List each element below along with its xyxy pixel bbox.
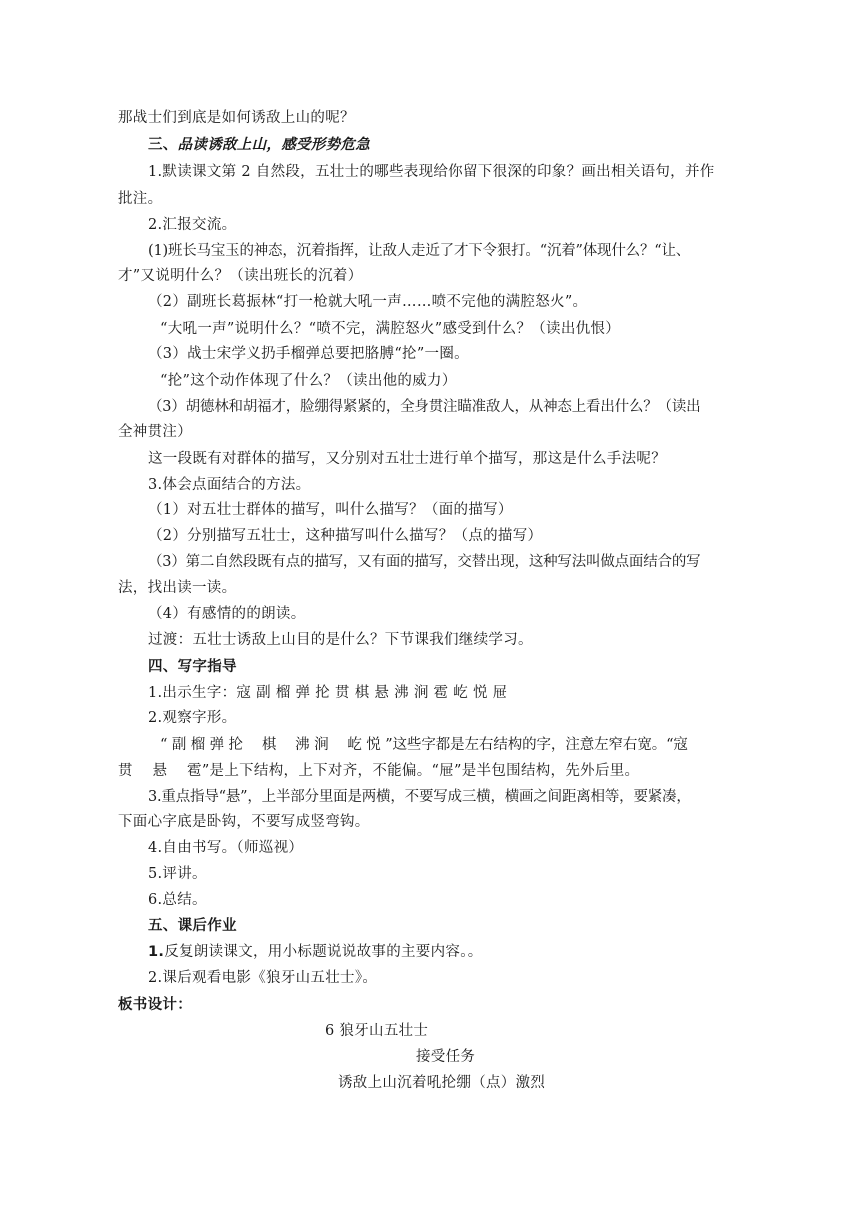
item-1-line-2: 才”又说明什么？（读出班长的沉着） xyxy=(118,268,363,284)
item-3b-line-1: （3）胡德林和胡福才，脸绷得紧紧的，全身贯注瞄准敌人，从神态上看出什么？（读出 xyxy=(148,399,701,415)
task-3-item-2: （2）分别描写五壮士，这种描写叫什么描写？（点的描写） xyxy=(148,528,543,544)
evaluate: 5.评讲。 xyxy=(148,866,207,882)
section-three-heading xyxy=(148,135,370,155)
task-1-line-1: 1.默读课文第 2 自然段，五壮士的哪些表现给你留下很深的印象？画出相关语句，并作 xyxy=(148,164,715,180)
transition: 过渡：五壮士诱敌上山目的是什么？下节课我们继续学习。 xyxy=(148,632,533,648)
key-guidance-line-2: 下面心字底是卧钩，不要写成竖弯钩。 xyxy=(118,814,370,830)
blackboard-line-2: 诱敌上山沉着吼抡绷（点）激烈 xyxy=(338,1075,546,1091)
item-3a-note: “抡”这个动作体现了什么？（读出他的威力） xyxy=(160,373,457,389)
structure-note-line-2: 贯 悬 雹”是上下结构，上下对齐，不能偏。“屉”是半包围结构，先外后里。 xyxy=(118,763,640,779)
item-3b-line-2: 全神贯注） xyxy=(118,424,192,440)
observe-shapes: 2.观察字形。 xyxy=(148,710,237,726)
section-three-title: 品读诱敌上山，感受形势危急 xyxy=(177,137,371,153)
task-3: 3.体会点面结合的方法。 xyxy=(148,477,311,493)
section-five-heading: 五、课后作业 xyxy=(148,918,237,934)
blackboard-design-label: 板书设计： xyxy=(118,997,192,1013)
new-characters: 1.出示生字：寇 副 榴 弹 抡 贯 棋 悬 沸 涧 雹 屹 悦 屉 xyxy=(148,685,508,701)
method-question: 这一段既有对群体的描写，又分别对五壮士进行单个描写，那这是什么手法呢？ xyxy=(148,451,666,467)
blackboard-line-1: 接受任务 xyxy=(416,1049,476,1065)
task-2: 2.汇报交流。 xyxy=(148,217,237,233)
section-three-number: 三、 xyxy=(148,137,178,153)
structure-note-line-1: “ 副 榴 弹 抡 棋 沸 涧 屹 悦 ”这些字都是左右结构的字，注意左窄右宽。“寇 xyxy=(160,737,688,753)
item-1-line-1: (1)班长马宝玉的神态，沉着指挥，让敌人走近了才下令狠打。“沉着”体现什么？“让、 xyxy=(148,243,691,259)
summary: 6.总结。 xyxy=(148,892,207,908)
blackboard-title: 6 狼牙山五壮士 xyxy=(325,1023,429,1039)
task-3-item-3-line-1: （3）第二自然段既有点的描写，又有面的描写，交替出现，这种写法叫做点面结合的写 xyxy=(148,554,701,570)
homework-1-number: 1. xyxy=(148,944,165,960)
section-four-heading: 四、写字指导 xyxy=(148,659,237,675)
task-3-item-4: （4）有感情的的朗读。 xyxy=(148,606,306,622)
task-3-item-1: （1）对五壮士群体的描写，叫什么描写？（面的描写） xyxy=(148,502,513,518)
intro-question: 那战士们到底是如何诱敌上山的呢？ xyxy=(118,110,355,126)
free-writing: 4.自由书写。（师巡视） xyxy=(148,840,304,856)
item-2-note: “大吼一声”说明什么？“喷不完，满腔怒火”感受到什么？（读出仇恨） xyxy=(160,321,621,337)
homework-1-text: 反复朗读课文，用小标题说说故事的主要内容。。 xyxy=(164,944,483,960)
task-1-line-2: 批注。 xyxy=(118,191,163,207)
homework-2: 2.课后观看电影《狼牙山五壮士》。 xyxy=(148,970,378,986)
item-2: （2）副班长葛振林“打一枪就大吼一声……喷不完他的满腔怒火”。 xyxy=(148,294,588,310)
homework-1 xyxy=(148,942,483,962)
task-3-item-3-line-2: 法，找出读一读。 xyxy=(118,580,237,596)
item-3a: （3）战士宋学义扔手榴弹总要把胳膊“抡”一圈。 xyxy=(148,346,469,362)
key-guidance-line-1: 3.重点指导“悬”，上半部分里面是两横，不要写成三横，横画之间距离相等，要紧凑， xyxy=(148,789,691,805)
